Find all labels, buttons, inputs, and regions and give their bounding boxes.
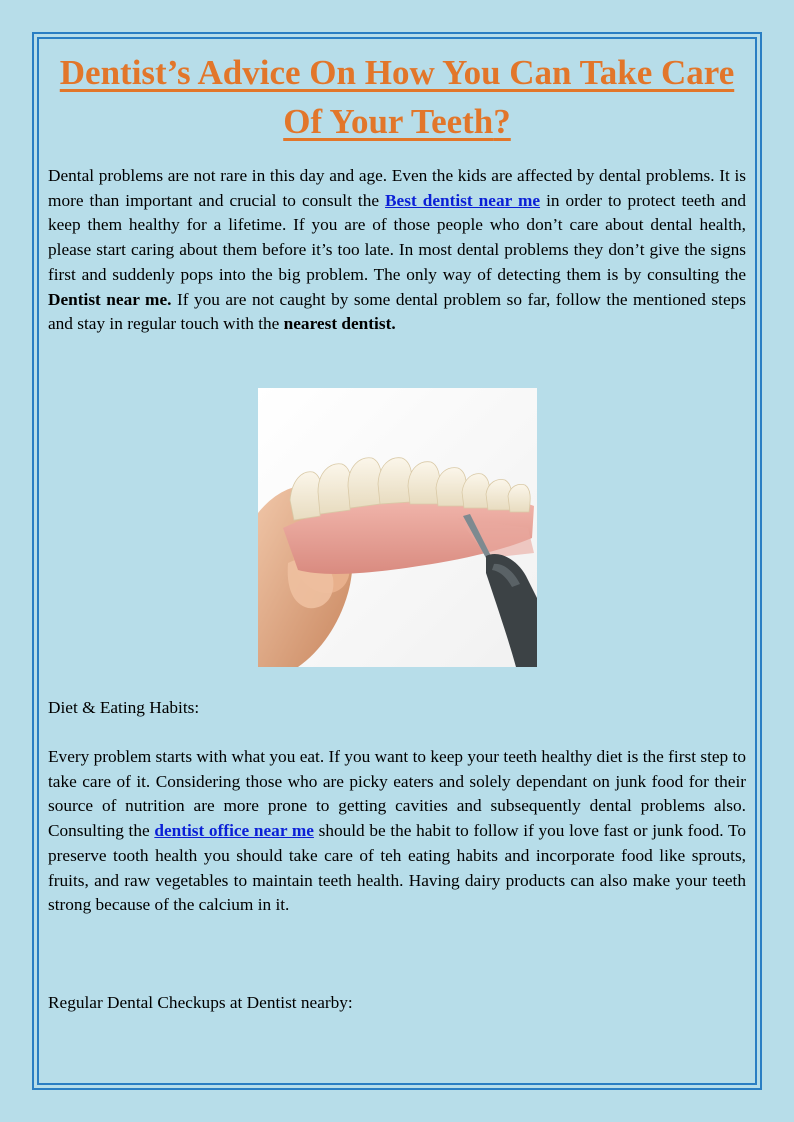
diet-text-2: should be the habit to follow if you love fast or junk food. To preserve tooth health you should take care of teh eating habits and incorporate food like sprouts, fruits, and raw vegetables to maintain teeth health. Having dairy products can also make your teeth strong because of the calcium in it. (48, 821, 746, 915)
intro-text-2: in order to protect teeth and keep them healthy for a lifetime. If you are of those people who don’t care about dental health, please start caring about them before it’s too late. In most dental problems they don’t give the signs first and suddenly pops into the big problem. The only way of detecting them is by consulting the (48, 190, 747, 284)
diet-text-1: Every problem starts with what you eat. If you want to keep your teeth healthy diet is the first step to take care of it. Considering those who are picky eaters and solely dependant on junk food for their source of nutrition are more prone to getting cavities and subsequently dental problems also. Consulting the (48, 747, 746, 841)
intro-paragraph (48, 164, 746, 337)
intro-text-1: Dental problems are not rare in this day and age. Even the kids are affected by dental problems. It is more than important and crucial to consult the (48, 166, 746, 210)
intro-text-3: If you are not caught by some dental problem so far, follow the mentioned steps and stay in regular touch with the (48, 289, 746, 334)
page-title (48, 48, 746, 146)
diet-paragraph (48, 745, 746, 918)
denture-photo (258, 388, 537, 667)
best-dentist-link[interactable]: Best dentist near me (385, 190, 541, 210)
dentist-office-link[interactable]: dentist office near me (154, 821, 314, 841)
page-title-text: Dentist’s Advice On How You Can Take Care Of Your Teeth (59, 53, 735, 141)
diet-heading: Diet & Eating Habits: (48, 698, 200, 717)
page-title-question-mark: ? (493, 102, 511, 141)
dentist-near-me-bold: Dentist near me. (48, 289, 172, 309)
document-content (48, 48, 747, 1012)
regular-checkups-heading: Regular Dental Checkups at Dentist nearby: (48, 993, 353, 1012)
nearest-dentist-bold: nearest dentist. (283, 314, 396, 334)
denture-drill-image (258, 388, 537, 667)
